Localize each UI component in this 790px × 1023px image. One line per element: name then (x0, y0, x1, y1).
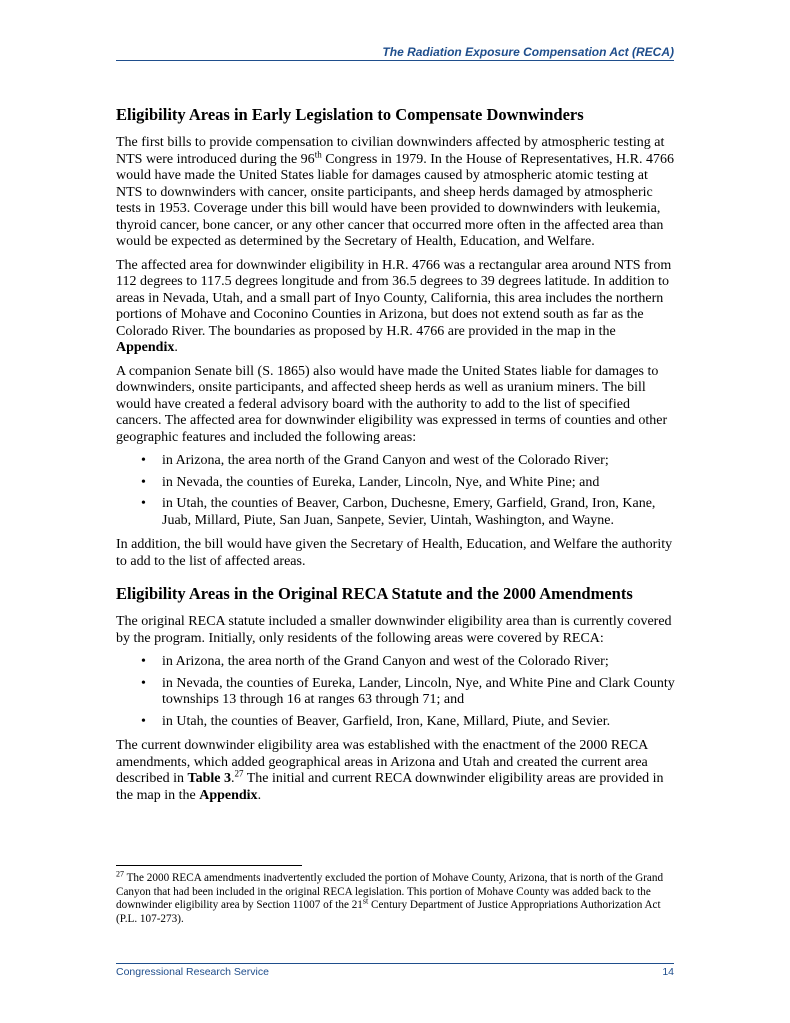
appendix-reference: Appendix (199, 787, 258, 803)
list-item-text: in Nevada, the counties of Eureka, Lander, Lincoln, Nye, and White Pine and Clark County townships 13 through 16 at ranges 63 through 71; and (162, 675, 675, 707)
header-divider (116, 60, 674, 61)
section-heading-original-statute: Eligibility Areas in the Original RECA Statute and the 2000 Amendments (116, 584, 633, 603)
running-header-title: The Radiation Exposure Compensation Act (RECA) (382, 45, 674, 59)
paragraph: A companion Senate bill (S. 1865) also would have made the United States liable for damages to downwinders, onsite participants, and affected sheep herds as well as uranium miners. The bill would have created a federal advisory board with the authority to add to the list of specified cancers. The affected area for downwinder eligibility was expressed in terms of counties and other geographic features and included the following areas: (116, 363, 668, 445)
superscript: th (314, 148, 322, 159)
bullet-icon: • (141, 453, 146, 468)
paragraph-text: The first bills to provide compensation to civilian downwinders affected by atmospheric testing at NTS were introduced during the 96 (116, 135, 665, 167)
footnote-reference: 27 (234, 768, 244, 779)
list-item (116, 453, 676, 470)
paragraph-text: . (230, 771, 235, 786)
main-content (116, 105, 676, 811)
footer-divider (116, 963, 674, 964)
list-item-text: in Utah, the counties of Beaver, Garfield, Iron, Kane, Millard, Piute, and Sevier. (162, 713, 611, 729)
bullet-icon: • (141, 496, 146, 511)
list-item (116, 654, 676, 671)
list-item-text: in Nevada, the counties of Eureka, Lander, Lincoln, Nye, and White Pine; and (162, 474, 600, 490)
appendix-reference: Appendix (116, 340, 175, 355)
table-reference: Table 3 (187, 771, 231, 786)
page-number: 14 (662, 966, 674, 978)
list-item-text: in Utah, the counties of Beaver, Carbon, Duchesne, Emery, Garfield, Grand, Iron, Kane, Juab, Millard, Piute, San Juan, Sanpete, Sevier, Uintah, Washington, and Wayne. (162, 496, 656, 528)
footnote (116, 869, 676, 926)
footer-publisher: Congressional Research Service (116, 966, 269, 978)
footnote-divider (116, 865, 302, 866)
list-item-text: in Arizona, the area north of the Grand Canyon and west of the Colorado River; (162, 453, 609, 468)
bullet-icon: • (141, 713, 146, 729)
bullet-icon: • (141, 654, 146, 669)
paragraph (116, 135, 676, 251)
paragraph-text: Congress in 1979. In the House of Representatives, H.R. 4766 would have made the United States liable for damages caused by atmospheric atomic testing at NTS to downwinders with cancer, onsite participants, and sheep herds damaged by atmospheric tests in 1953. Coverage under this bill would have been provided to downwinders with leukemia, thyroid cancer, bone cancer, or any other cancer that occurred more often in the affected area than would be expected as determined by the Secretary of Health, Education, and Welfare. (116, 151, 674, 249)
paragraph: In addition, the bill would have given the Secretary of Health, Education, and Welfare the authority to add to the list of affected areas. (116, 537, 673, 569)
paragraph-text: The current downwinder eligibility area was established with the enactment of the 2000 RECA amendments, which added geographical areas in Arizona and Utah and created the current area described in (116, 738, 648, 786)
footnote-number: 27 (116, 869, 124, 879)
list-item (116, 496, 676, 529)
bullet-list (116, 453, 676, 529)
list-item-text: in Arizona, the area north of the Grand Canyon and west of the Colorado River; (162, 654, 609, 669)
section-heading-early-legislation: Eligibility Areas in Early Legislation to Compensate Downwinders (116, 105, 584, 124)
list-item (116, 475, 676, 492)
paragraph: The original RECA statute included a smaller downwinder eligibility area than is currently covered by the program. Initially, only residents of the following areas were covered by RECA: (116, 614, 672, 646)
bullet-icon: • (141, 474, 146, 490)
paragraph (116, 258, 676, 357)
paragraph-text: . (174, 340, 178, 355)
footnote-text: The 2000 RECA amendments inadvertently excluded the portion of Mohave County, Arizona, that is north of the Grand Canyon that had been included in the original RECA legislation. This portion of Mohave County was added back to the downwinder eligibility area by Section 11007 of the 21 (116, 872, 664, 911)
superscript: st (362, 896, 369, 906)
list-item (116, 714, 676, 731)
paragraph-text: . (257, 787, 262, 803)
paragraph-text: The affected area for downwinder eligibility in H.R. 4766 was a rectangular area around NTS from 112 degrees to 117.5 degrees longitude and from 36.5 degrees to 39 degrees latitude. In addition to areas in Nevada, Utah, and a small part of Inyo County, California, this area includes the northern portions of Mohave and Coconino Counties in Arizona, but does not extend south as far as the Colorado River. The boundaries as proposed by H.R. 4766 are provided in the map in the (116, 257, 672, 339)
paragraph-text: The initial and current RECA downwinder eligibility areas are provided in the map in the (116, 771, 664, 803)
list-item (116, 676, 676, 709)
bullet-list (116, 654, 676, 730)
footnote-text: Century Department of Justice Appropriations Authorization Act (P.L. 107-273). (116, 899, 661, 925)
paragraph (116, 738, 676, 804)
bullet-icon: • (141, 675, 146, 691)
